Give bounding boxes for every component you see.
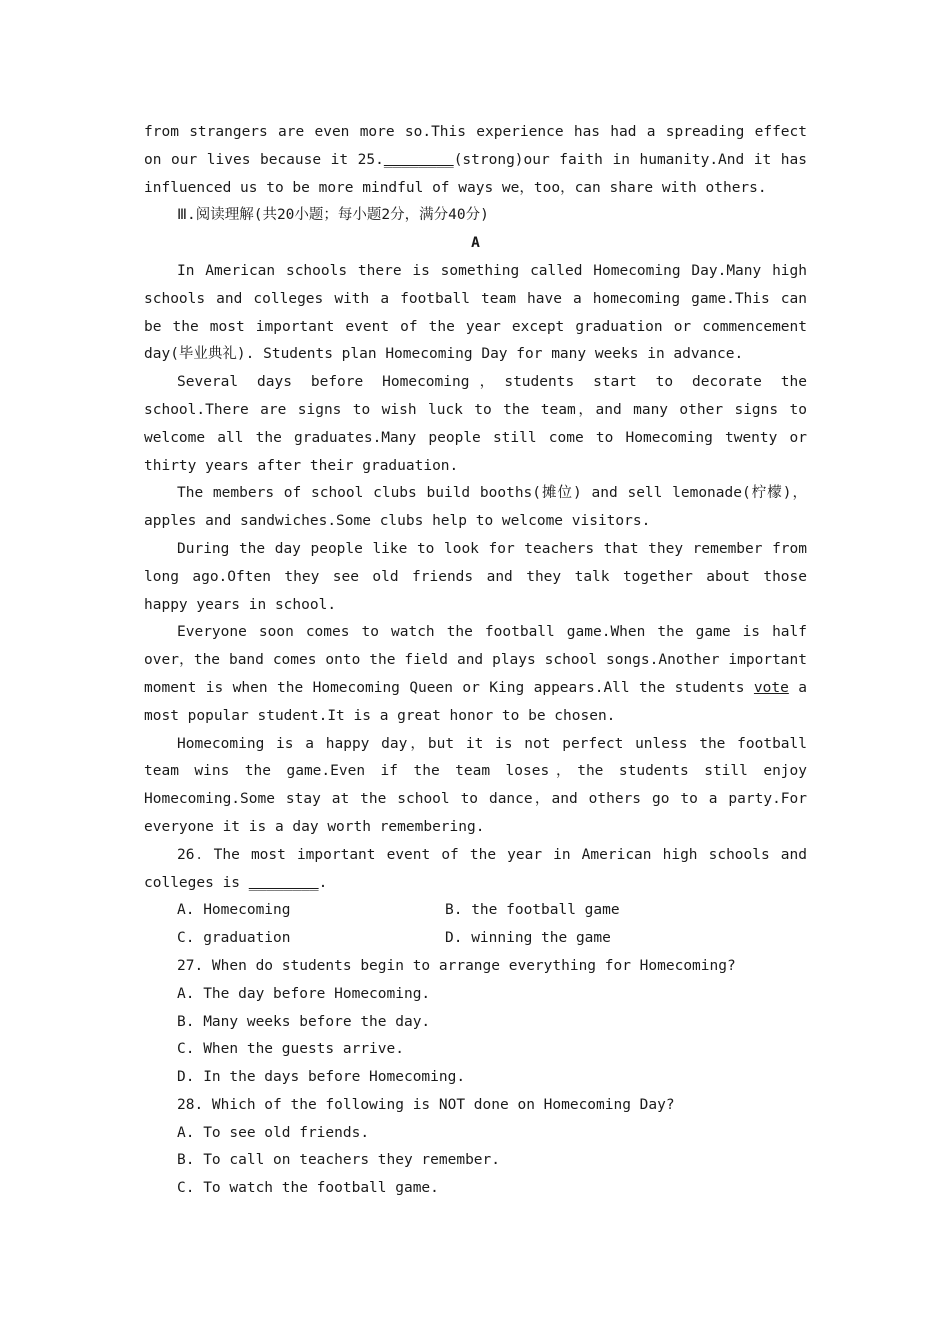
- question-27-stem: 27. When do students begin to arrange everything for Homecoming?: [177, 957, 736, 974]
- document-page: [144, 119, 807, 1203]
- question-26-end: .: [318, 874, 328, 891]
- section-heading: Ⅲ.阅读理解(共20小题；每小题2分，满分40分): [177, 207, 489, 224]
- prev-passage-tail: [144, 119, 807, 202]
- question-27-option-b: B. Many weeks before the day.: [177, 1013, 431, 1030]
- question-28-option-a: A. To see old friends.: [177, 1124, 370, 1141]
- question-26-option-d: D. winning the game: [445, 930, 611, 947]
- question-26-option-c: C. graduation: [177, 930, 291, 947]
- passage-paragraph-4: During the day people like to look for teachers that they remember from long ago.Often they see old friends and they talk together about those happy years in school.: [144, 540, 807, 613]
- question-28-option-b: B. To call on teachers they remember.: [177, 1152, 501, 1169]
- question-26-option-b: B. the football game: [445, 902, 620, 919]
- question-26-stem: [144, 842, 807, 898]
- paragraph-5-part-b: a most popular student.It is a great honor to be chosen.: [144, 679, 807, 724]
- question-27-option-d: D. In the days before Homecoming.: [177, 1069, 466, 1086]
- prev-passage-line-1: from strangers are even more so.This experience has had a spreading effect on: [144, 124, 807, 168]
- underlined-word-vote: vote: [753, 679, 789, 696]
- question-28-stem: 28. Which of the following is NOT done on Homecoming Day?: [177, 1096, 675, 1113]
- question-26-blank: ________: [248, 874, 319, 891]
- prev-passage-line-2a: our lives because it 25.: [171, 151, 384, 168]
- paragraph-5-part-a: Everyone soon comes to watch the football game.When the game is half over，the band comes onto the field and plays school songs.Another important moment is when the Homecoming Queen or King appears.All the students: [144, 624, 807, 696]
- passage-paragraph-5: [144, 619, 807, 730]
- passage-paragraph-2: Several days before Homecoming，students start to decorate the school.There are signs to wish luck to the team，and many other signs to welcome all the graduates.Many people still come to Homecoming twenty or thirty years after their graduation.: [144, 374, 807, 474]
- question-28-option-c: C. To watch the football game.: [177, 1180, 439, 1197]
- question-26-options-row-1: [144, 897, 807, 925]
- passage-paragraph-3: The members of school clubs build booths(摊位) and sell lemonade(柠檬)，apples and sandwiches.Some clubs help to welcome visitors.: [144, 485, 807, 530]
- passage-label: A: [471, 235, 480, 252]
- passage-paragraph-6: Homecoming is a happy day，but it is not perfect unless the football team wins the game.Even if the team loses，the students still enjoy Homecoming.Some stay at the school to dance，and others go to a party.For everyone it is a day worth remembering.: [144, 735, 807, 835]
- prev-passage-line-2b: (strong)our faith in humanity.And it has: [453, 151, 807, 168]
- question-27-option-a: A. The day before Homecoming.: [177, 985, 431, 1002]
- question-26-options-row-2: [144, 925, 807, 953]
- question-27-option-c: C. When the guests arrive.: [177, 1041, 404, 1058]
- question-25-blank: ________: [383, 151, 454, 168]
- question-26-option-a: A. Homecoming: [177, 902, 291, 919]
- question-26-text: 26．The most important event of the year in American high schools and colleges is: [144, 846, 807, 891]
- passage-paragraph-1: In American schools there is something called Homecoming Day.Many high schools and colleges with a football team have a homecoming game.This can be the most important event of the year except graduation or commencement day(毕业典礼). Students plan Homecoming Day for many weeks in advance.: [144, 262, 807, 363]
- prev-passage-line-3: influenced us to be more mindful of ways we，too，can share with others.: [144, 179, 767, 196]
